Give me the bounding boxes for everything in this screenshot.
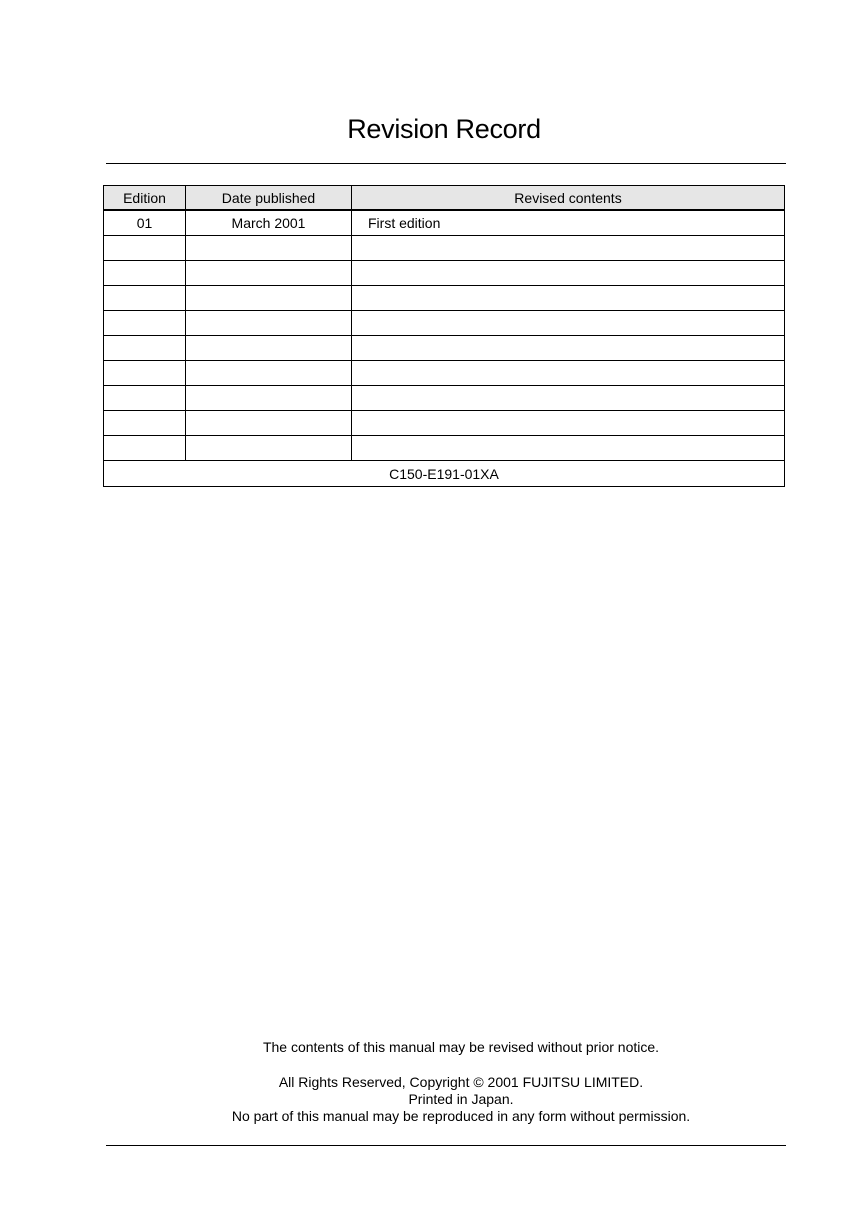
manual-code: C150-E191-01XA bbox=[104, 461, 785, 487]
cell-date bbox=[186, 386, 352, 411]
table-row bbox=[104, 210, 785, 236]
title-divider bbox=[106, 163, 786, 164]
cell-contents bbox=[352, 411, 785, 436]
bottom-divider bbox=[106, 1145, 786, 1146]
cell-edition: 01 bbox=[104, 210, 186, 236]
cell-contents bbox=[352, 261, 785, 286]
cell-edition bbox=[104, 411, 186, 436]
cell-contents bbox=[352, 286, 785, 311]
revision-table-header bbox=[104, 186, 785, 211]
revision-table-body bbox=[104, 210, 785, 461]
table-row bbox=[104, 261, 785, 286]
cell-contents bbox=[352, 236, 785, 261]
table-row bbox=[104, 336, 785, 361]
cell-contents bbox=[352, 336, 785, 361]
copyright-line: All Rights Reserved, Copyright © 2001 FUJITSU LIMITED. bbox=[278, 1074, 644, 1090]
cell-edition bbox=[104, 436, 186, 461]
revision-table bbox=[103, 185, 785, 487]
cell-date bbox=[186, 261, 352, 286]
cell-edition bbox=[104, 261, 186, 286]
table-row bbox=[104, 286, 785, 311]
cell-date: March 2001 bbox=[186, 210, 352, 236]
printed-line: Printed in Japan. bbox=[408, 1091, 514, 1107]
revision-table-footer bbox=[104, 461, 785, 487]
revision-notice: The contents of this manual may be revised without prior notice. bbox=[262, 1039, 660, 1055]
cell-edition bbox=[104, 386, 186, 411]
page-title: Revision Record bbox=[347, 114, 541, 144]
cell-contents bbox=[352, 311, 785, 336]
header-date-published: Date published bbox=[186, 186, 352, 211]
cell-date bbox=[186, 361, 352, 386]
cell-edition bbox=[104, 336, 186, 361]
table-row bbox=[104, 436, 785, 461]
cell-date bbox=[186, 311, 352, 336]
table-row bbox=[104, 411, 785, 436]
table-row bbox=[104, 236, 785, 261]
cell-edition bbox=[104, 286, 186, 311]
cell-date bbox=[186, 336, 352, 361]
copyright-block bbox=[0, 1074, 867, 1125]
cell-date bbox=[186, 286, 352, 311]
reproduction-line: No part of this manual may be reproduced in any form without permission. bbox=[231, 1108, 691, 1124]
header-revised-contents: Revised contents bbox=[352, 186, 785, 211]
cell-contents bbox=[352, 436, 785, 461]
footer-row bbox=[104, 461, 785, 487]
header-edition: Edition bbox=[104, 186, 186, 211]
table-row bbox=[104, 361, 785, 386]
table-row bbox=[104, 386, 785, 411]
cell-date bbox=[186, 436, 352, 461]
cell-edition bbox=[104, 236, 186, 261]
cell-date bbox=[186, 236, 352, 261]
cell-contents bbox=[352, 386, 785, 411]
cell-contents: First edition bbox=[352, 210, 785, 236]
cell-edition bbox=[104, 311, 186, 336]
cell-date bbox=[186, 411, 352, 436]
cell-contents bbox=[352, 361, 785, 386]
cell-edition bbox=[104, 361, 186, 386]
header-row bbox=[104, 186, 785, 211]
table-row bbox=[104, 311, 785, 336]
